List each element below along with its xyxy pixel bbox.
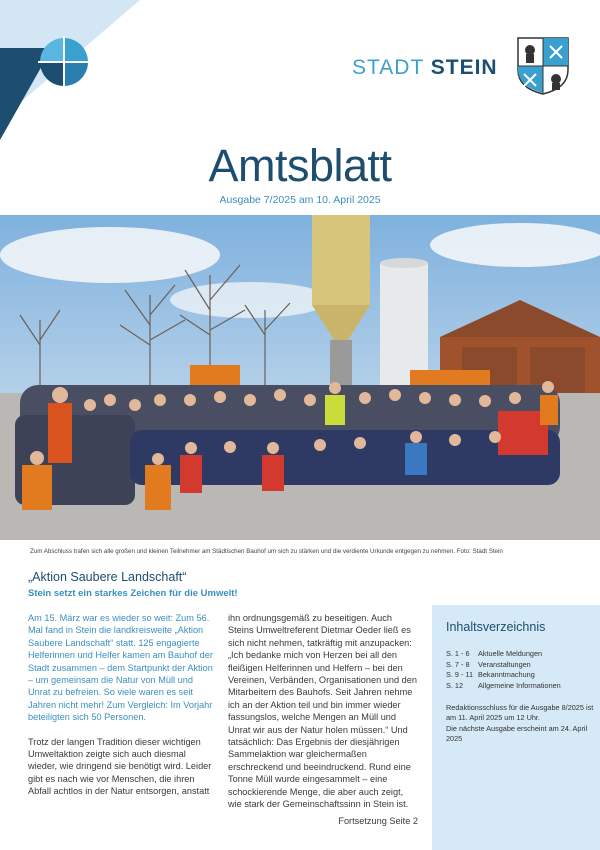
article-body-1: Trotz der langen Tradition dieser wichtigen Umweltaktion zeigte sich auch diesmal wieder, wie dringend sie benötigt wird. Leider gibt es nach wie vor Menschen, die ihren Abfall achtlos in der Natur entsorgen, anstatt [28,736,212,797]
toc-item[interactable] [446,660,561,671]
toc-sidebar [432,605,600,850]
toc-item[interactable] [446,670,561,681]
editorial-notes [446,703,596,745]
toc-page: S. 7 - 8 [446,659,470,669]
toc-label: Allgemeine Informationen [478,680,561,690]
article-title: „Aktion Saubere Landschaft“ [28,570,187,584]
cover-photo-group [0,215,600,540]
photo-caption: Zum Abschluss trafen sich alle großen und kleinen Teilnehmer am Städtischen Bauhof um sich zu stärken und die verdiente Urkunde entgegen zu nehmen. Foto: Stadt Stein [30,548,503,555]
next-issue-note: Die nächste Ausgabe erscheint am 24. April 2025 [446,723,588,744]
toc-label: Bekanntmachung [478,670,535,679]
issue-line: Ausgabe 7/2025 am 10. April 2025 [219,194,381,206]
toc-page: S. 9 - 11 [446,670,474,679]
toc-list [446,649,561,691]
toc-title: Inhaltsverzeichnis [446,620,546,634]
article-column-1 [28,612,214,810]
article-lead: Am 15. März war es wieder so weit: Zum 56. Mal fand in Stein die landkreisweite „Aktion Saubere Landschaft“ statt. 125 engagierte Helferinnen und Helfer kamen am Bauhof der Stadt zusammen – dem Startpunkt der Aktion – um gemeinsam die Natur von Müll und Unrat zu befreien. So viele waren es seit Jahren nicht mehr! Zum Vergleich: Im Vorjahr beteiligten sich 50 Personen. [28,613,213,723]
toc-label: Veranstaltungen [478,659,531,669]
article-subtitle: Stein setzt ein starkes Zeichen für die Umwelt! [28,588,238,599]
continued-link[interactable]: Fortsetzung Seite 2 [338,815,418,826]
coat-of-arms-icon [516,36,570,96]
brand-light: STADT [352,56,424,79]
page-title: Amtsblatt [208,140,392,191]
corner-logo-graphic [0,0,140,140]
toc-label: Aktuelle Meldungen [478,649,543,658]
article-body-2: ihn ordnungsgemäß zu beseitigen. Auch Steins Umweltreferent Dietmar Oeder ließ es sich nicht nehmen, tatkräftig mit anzupacken: „Ich bedanke mich von Herzen bei all den fleißigen Helferinnen und Helfern – bei den Vereinen, Verbänden, Organisationen und den Mitarbeitern des Bauhofs. Seit Jahren nehme ich an der Aktion teil und bin immer wieder fassungslos, welche Mengen an Müll und Unrat wir aus der Natur holen müssen.“ Und tatsächlich: Das Ergebnis der diesjährigen Sammelaktion war gleichermaßen erschreckend und beeindruckend. Rund eine Tonne Müll wurde eingesammelt – eine schockierende Menge, die aber auch zeigt, wie stark der Gemeinschaftssinn in Stein ist. [228,613,418,810]
deadline-note: Redaktionsschluss für die Ausgabe 8/2025 ist am 11. April 2025 um 12 Uhr. [446,703,594,723]
city-brand [352,56,498,80]
toc-item[interactable] [446,681,561,692]
brand-bold: STEIN [430,56,498,79]
toc-item[interactable] [446,649,561,660]
toc-page: S. 1 - 6 [446,649,470,658]
toc-page: S. 12 [446,680,464,690]
article-column-2 [228,612,418,827]
